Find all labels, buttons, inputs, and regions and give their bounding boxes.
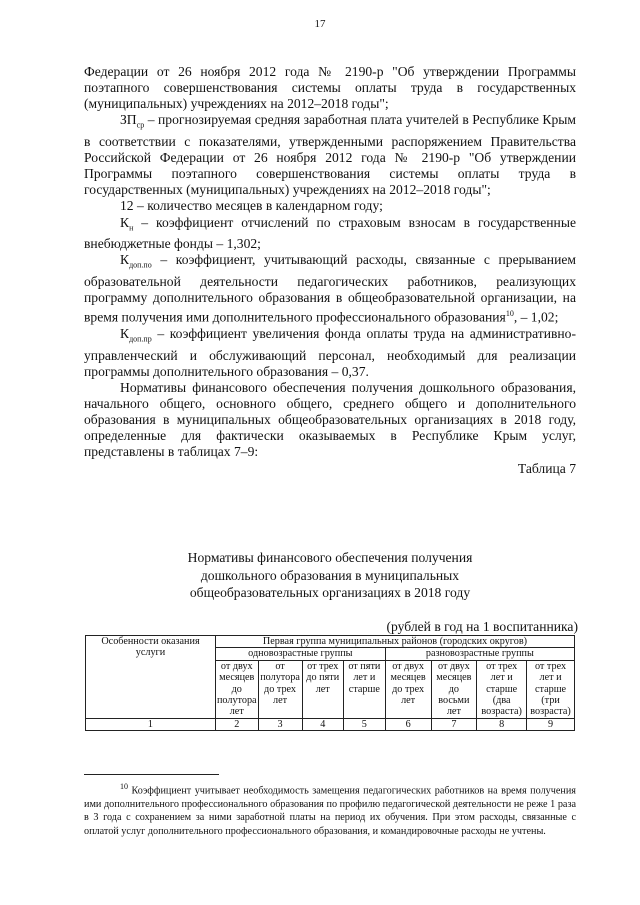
definition-kdoppo-value: , – 1,02; [513,310,559,325]
age-column-header: от пяти лет и старше [343,660,385,718]
table-units: (рублей в год на 1 воспитанника) [386,619,578,634]
symbol-kdoppo: К [120,252,130,268]
age-column-header: от трех лет и старше (два возраста) [477,660,527,718]
column-number: 1 [86,718,216,730]
subgroup-header-same-age: одновозрастные группы [215,648,385,660]
age-column-header: от полутора до трех лет [258,660,302,718]
symbol-zp: ЗП [120,112,137,128]
footnote-divider [84,774,219,775]
footnote-marker: 10 [120,782,128,791]
symbol-kn: К [120,214,130,230]
definition-kdoppo-text: – коэффициент, учитывающий расходы, связанные с прерыванием образовательной деятельности педагогических работников, реализующих программу дополнительного образования в общеобразовательной организации, на время получения ими дополнительного профессионального образования [84,252,576,325]
norms-table [85,635,575,731]
table-title-line: Нормативы финансового обеспечения получения [187,550,473,565]
age-column-header: от трех до пяти лет [302,660,343,718]
table-title-line: общеобразовательных организациях в 2018 году [189,585,471,600]
definition-months: 12 – количество месяцев в календарном году; [120,198,383,214]
column-header-service: Особенности оказания услуги [86,636,216,719]
subgroup-header-mixed-age: разновозрастные группы [385,648,574,660]
symbol-kdoppo-subscript: доп.по [129,261,152,271]
footnote-reference: 10 [505,309,514,319]
table-title [84,549,576,602]
age-column-header: от двух месяцев до полутора лет [216,660,257,718]
definition-zp-text: – прогнозируемая средняя заработная плата учителей в Республике Крым в соответствии с показателями, утвержденными распоряжением Правительства Российской Федерации от 26 ноября 2012 года № 2190-р "Об утверждении Программы поэтапного совершенствования системы оплаты труда в государственных (муниципальных) учреждениях на 2012–2018 годы"; [84,112,576,198]
column-number: 3 [258,718,302,730]
column-number: 6 [385,718,431,730]
table-number-row [86,718,575,730]
symbol-kdoppr: К [120,326,130,342]
column-number: 9 [527,718,575,730]
symbol-kdoppr-subscript: доп.пр [129,334,152,344]
table-number: Таблица 7 [517,460,576,476]
table-title-line: дошкольного образования в муниципальных [200,567,460,583]
definition-kn [84,215,576,253]
column-number: 5 [343,718,385,730]
definition-kdoppr [84,326,576,380]
age-column-header: от трех лет и старше (три возраста) [527,660,575,718]
definition-zp [84,112,576,198]
group-header: Первая группа муниципальных районов (городских округов) [215,636,574,648]
column-number: 4 [302,718,343,730]
definition-kdoppo [84,252,576,326]
column-number: 2 [215,718,258,730]
age-column-header: от двух месяцев до восьми лет [431,660,477,718]
definition-kdoppr-text: – коэффициент увеличения фонда оплаты труда на административно-управленческий и обслуживающий персонал, необходимый для реализации программы дополнительного образования – 0,37. [84,326,576,379]
table-header-row [86,636,575,648]
definition-kn-text: – коэффициент отчислений по страховым взносам в государственные внебюджетные фонды – 1,302; [84,214,576,252]
page-number: 17 [314,18,326,30]
paragraph-federation-decree: Федерации от 26 ноября 2012 года № 2190-р "Об утверждении Программы поэтапного совершенствования системы оплаты труда в государственных (муниципальных) учреждениях на 2012–2018 годы"; [84,64,576,112]
age-column-header: от двух месяцев до трех лет [385,660,431,718]
column-number: 8 [477,718,527,730]
symbol-kn-subscript: н [129,223,134,233]
column-number: 7 [431,718,477,730]
symbol-zp-subscript: ср [136,121,145,130]
body-text [84,64,576,477]
footnote [84,780,576,838]
footnote-text: Коэффициент учитывает необходимость замещения педагогических работников на время получения ими дополнительного профессионального образования по профилю педагогической деятельности не реже 1 раза в 3 года с сохранением за ними заработной платы на период их обучения. При этом расходы, связанные с оплатой услуг дополнительного профессионального образования, и командировочные расходы не учтены. [84,785,576,837]
paragraph-norms: Нормативы финансового обеспечения получения дошкольного образования, начального общего, основного общего, среднего общего и дополнительного образования в муниципальных общеобразовательных организациях в 2018 году, определенные для фактически оказываемых в Республике Крым услуг, представлены в таблицах 7–9: [84,380,576,460]
